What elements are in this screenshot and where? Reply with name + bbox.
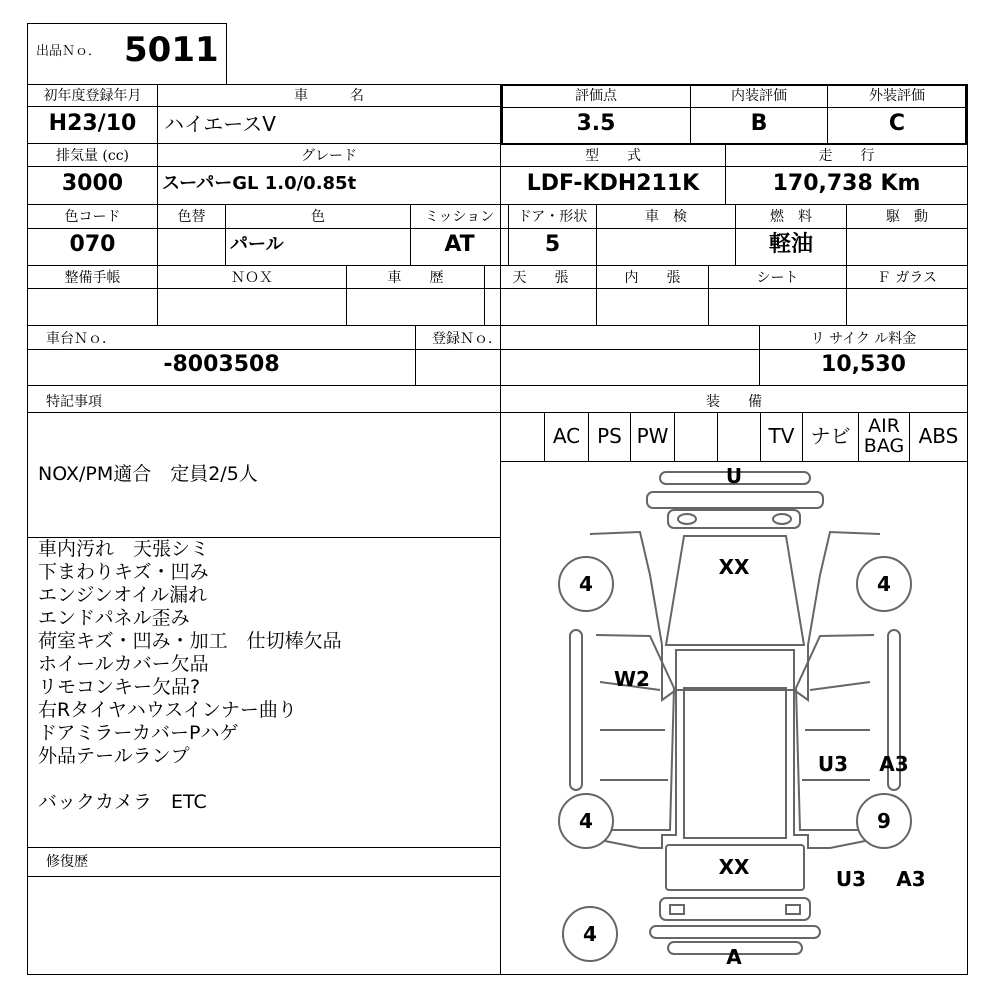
nox-label: ＮＯＸ [231, 270, 273, 286]
doors-value: 5 [544, 232, 561, 257]
score-label: 評価点 [575, 88, 617, 104]
side-damage-mark: W2 [614, 667, 650, 691]
doors-label: ドア・形状 [517, 209, 588, 225]
tire-front-left: 4 [579, 572, 593, 596]
seat-label: シート [756, 270, 799, 286]
note-line: 荷室キズ・凹み・加工 仕切棒欠品 [38, 630, 342, 652]
color-code-value: 070 [69, 232, 116, 257]
equipment-ac: AC [552, 424, 581, 448]
color-code-label: 色コード [64, 209, 121, 225]
tire-spare: 4 [583, 922, 597, 946]
tire-rear-right: 9 [877, 809, 891, 833]
recycle-label: リ サイク ル料金 [810, 331, 917, 347]
chassis-label: 車台Ｎｏ． [46, 331, 116, 347]
note-line: エンジンオイル漏れ [38, 584, 208, 606]
equipment-tv: TV [768, 424, 795, 448]
repaint-label: 色替 [177, 209, 206, 225]
damage-mark-a3: A3 [879, 752, 909, 776]
drive-label: 駆 動 [886, 209, 928, 225]
history-label: 車 歴 [387, 270, 444, 286]
notes-label: 特記事項 [46, 394, 102, 410]
roof-damage-mark: XX [718, 555, 750, 579]
fuel-value: 軽油 [768, 232, 813, 257]
equipment-navi: ナビ [810, 424, 851, 448]
color-value: パール [230, 234, 284, 255]
transmission-label: ミッション [424, 209, 495, 225]
note-line: バックカメラ ETC [38, 791, 207, 813]
roof-label: 天 張 [512, 270, 569, 286]
service-book-label: 整備手帳 [64, 270, 121, 286]
equipment-label: 装 備 [706, 394, 762, 410]
lot-number-label: 出品Ｎｏ． [36, 44, 102, 59]
equipment-pw: PW [636, 424, 669, 448]
note-line: 外品テールランプ [38, 745, 190, 767]
glass-label: Ｆ ガラス [876, 270, 938, 286]
grade-label: グレード [301, 148, 357, 164]
grade-value: スーパーGL 1.0/0.85t [162, 173, 357, 194]
car-name-value: ハイエースV [164, 112, 276, 136]
note-line: 下まわりキズ・凹み [38, 561, 209, 583]
mileage-label: 走 行 [818, 148, 875, 164]
tire-front-right: 4 [877, 572, 891, 596]
note-line: ホイールカバー欠品 [38, 653, 209, 675]
first-reg-label: 初年度登録年月 [43, 88, 142, 104]
color-label: 色 [311, 209, 325, 225]
damage-mark-u3: U3 [817, 752, 849, 776]
note-line: エンドパネル歪み [38, 607, 190, 629]
displacement-value: 3000 [61, 171, 124, 196]
equipment-airbag: AIR BAG [863, 415, 905, 457]
damage-mark-a3: A3 [896, 867, 926, 891]
reg-no-label: 登録Ｎｏ． [432, 331, 502, 347]
chassis-value: -8003508 [163, 352, 280, 377]
rear-damage-mark: XX [718, 855, 750, 879]
car-name-label: 車 名 [294, 88, 364, 104]
repair-history-label: 修復歴 [46, 854, 88, 870]
equipment-ps: PS [597, 424, 622, 448]
damage-mark-u3: U3 [835, 867, 867, 891]
notes-line-1: NOX/PM適合 定員2/5人 [38, 463, 258, 485]
note-line: 右Rタイヤハウスインナー曲り [38, 699, 297, 721]
transmission-value: AT [444, 232, 475, 257]
note-line: ドアミラーカバーPハゲ [38, 722, 239, 744]
mileage-value: 170,738 Km [772, 171, 921, 196]
interior-label: 内装評価 [731, 88, 787, 104]
diagram-top-label: U [725, 464, 743, 488]
inner-label: 内 張 [624, 270, 681, 286]
displacement-label: 排気量 (cc) [55, 148, 130, 164]
lot-number-box [27, 23, 227, 85]
note-line: リモコンキー欠品? [38, 676, 201, 698]
model-value: LDF-KDH211K [526, 171, 700, 196]
fuel-label: 燃 料 [770, 209, 812, 225]
lot-number: 5011 [124, 30, 219, 70]
exterior-label: 外装評価 [869, 88, 925, 104]
exterior-value: C [888, 111, 906, 136]
diagram-bottom-label: A [726, 945, 742, 969]
score-value: 3.5 [576, 111, 616, 136]
tire-rear-left: 4 [579, 809, 593, 833]
equipment-abs: ABS [918, 424, 959, 448]
first-reg-value: H23/10 [48, 111, 137, 136]
inspection-label: 車 検 [645, 209, 687, 225]
recycle-value: 10,530 [821, 352, 906, 377]
car-damage-diagram [501, 462, 967, 975]
model-label: 型 式 [585, 148, 641, 164]
interior-value: B [750, 111, 768, 136]
note-line: 車内汚れ 天張シミ [38, 538, 210, 560]
